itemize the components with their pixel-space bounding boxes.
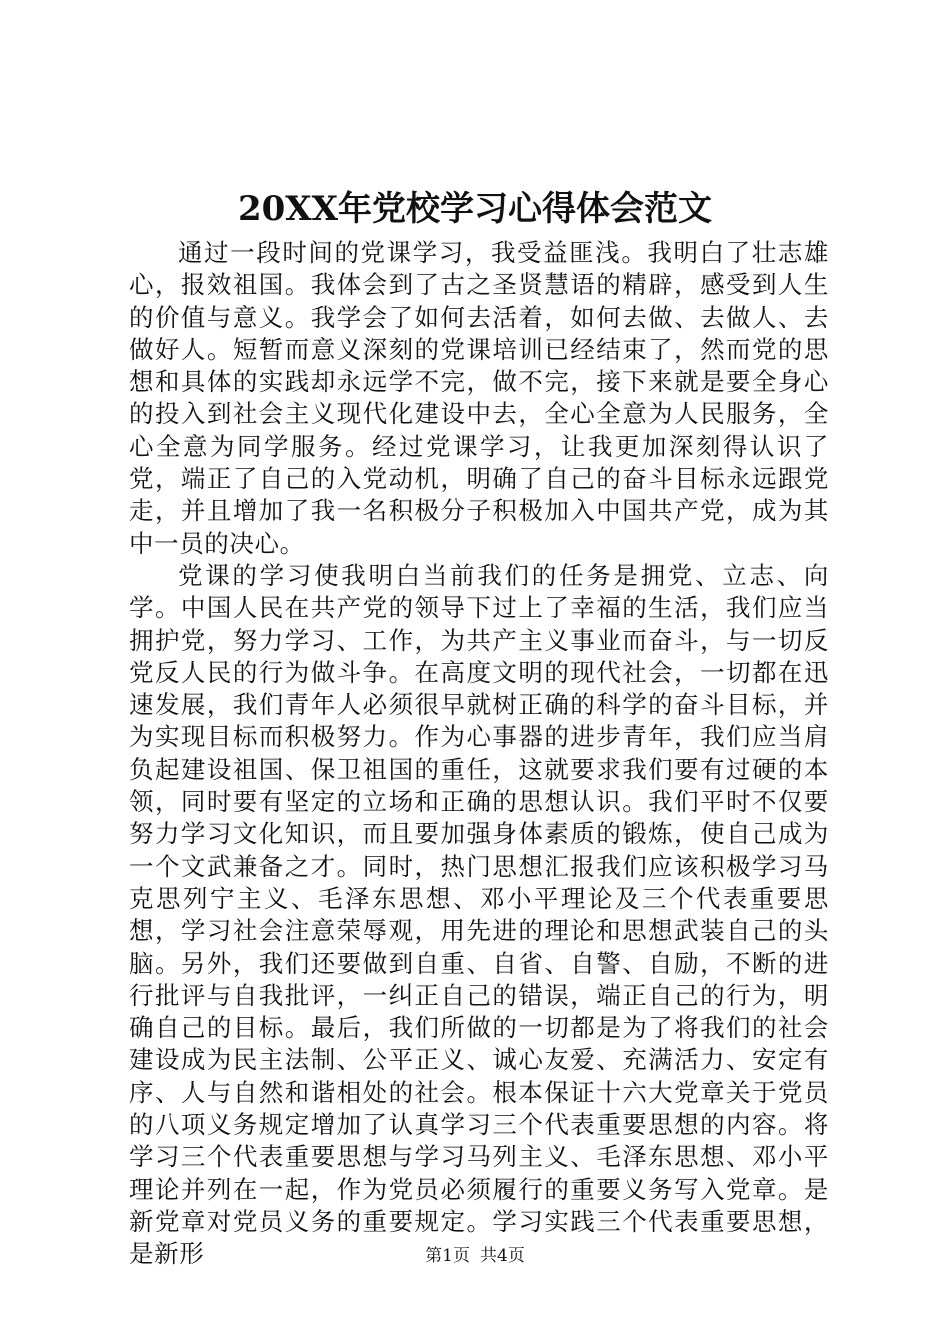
page-number: 第1页 xyxy=(425,1246,470,1266)
paragraph-1: 通过一段时间的党课学习，我受益匪浅。我明白了壮志雄心，报效祖国。我体会到了古之圣贤慧语的精辟，感受到人生的价值与意义。我学会了如何去活着，如何去做、去做人、去做好人。短暂而意义深刻的党课培训已经结束了，然而党的思想和具体的实践却永远学不完，做不完，接下来就是要全身心的投入到社会主义现代化建设中去，全心全意为人民服务，全心全意为同学服务。经过党课学习，让我更加深刻得认识了党，端正了自己的入党动机，明确了自己的奋斗目标永远跟党走，并且增加了我一名积极分子积极加入中国共产党，成为其中一员的决心。 xyxy=(129,238,829,558)
document-title: 20XX年党校学习心得体会范文 xyxy=(237,189,713,229)
page-footer xyxy=(0,1244,950,1268)
paragraph-2: 党课的学习使我明白当前我们的任务是拥党、立志、向学。中国人民在共产党的领导下过上了幸福的生活，我们应当拥护党，努力学习、工作，为共产主义事业而奋斗，与一切反党反人民的行为做斗争。在高度文明的现代社会，一切都在迅速发展，我们青年人必须很早就树正确的科学的奋斗目标，并为实现目标而积极努力。作为心事器的进步青年，我们应当肩负起建设祖国、保卫祖国的重任，这就要求我们要有过硬的本领，同时要有坚定的立场和正确的思想认识。我们平时不仅要努力学习文化知识，而且要加强身体素质的锻炼，使自己成为一个文武兼备之才。同时，热门思想汇报我们应该积极学习马克思列宁主义、毛泽东思想、邓小平理论及三个代表重要思想，学习社会注意荣辱观，用先进的理论和思想武装自己的头脑。另外，我们还要做到自重、自省、自警、自励，不断的进行批评与自我批评，一纠正自己的错误，端正自己的行为，明确自己的目标。最后，我们所做的一切都是为了将我们的社会建设成为民主法制、公平正义、诚心友爱、充满活力、安定有序、人与自然和谐相处的社会。根本保证十六大党章关于党员的八项义务规定增加了认真学习三个代表重要思想的内容。将学习三个代表重要思想与学习马列主义、毛泽东思想、邓小平理论并列在一起，作为党员必须履行的重要义务写入党章。是新党章对党员义务的重要规定。学习实践三个代表重要思想，是新形 xyxy=(129,560,829,1269)
page-total: 共4页 xyxy=(480,1246,525,1266)
document-body xyxy=(129,237,829,1271)
